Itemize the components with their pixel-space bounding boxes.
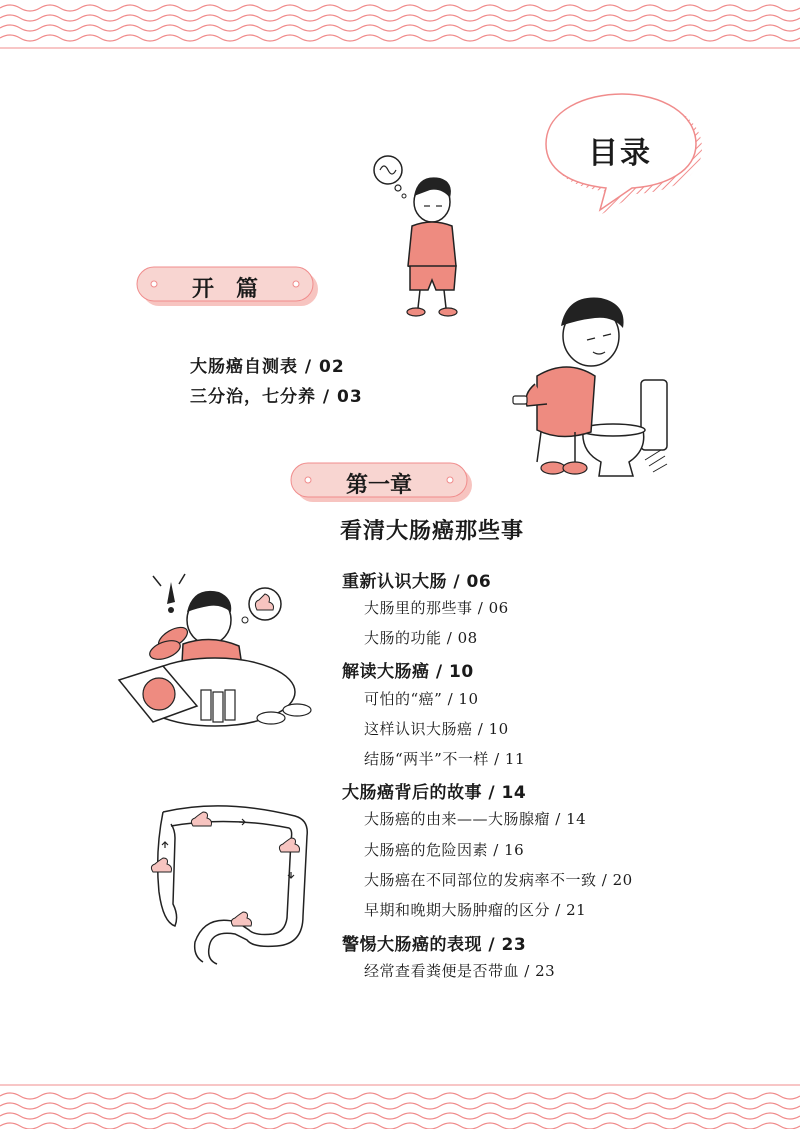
colon-illustration — [145, 796, 315, 966]
intro-item-1[interactable]: 大肠癌自测表 / 02 — [190, 357, 345, 377]
bottom-wavy-border — [0, 1082, 800, 1129]
standing-boy-illustration — [360, 150, 470, 320]
section-3-item-3[interactable]: 大肠癌在不同部位的发病率不一致 / 20 — [364, 871, 633, 889]
page-title: 目录 — [588, 136, 652, 171]
intro-item-2[interactable]: 三分治，七分养 / 03 — [190, 387, 363, 407]
section-3-title[interactable]: 大肠癌背后的故事 / 14 — [342, 783, 527, 803]
section-3-item-1[interactable]: 大肠癌的由来——大肠腺瘤 / 14 — [364, 810, 587, 828]
toilet-boy-illustration — [505, 292, 675, 482]
section-1-title[interactable]: 重新认识大肠 / 06 — [342, 572, 492, 592]
chapter1-subtitle: 看清大肠癌那些事 — [340, 519, 525, 544]
section-4-title[interactable]: 警惕大肠癌的表现 / 23 — [342, 935, 527, 955]
section-4-item-1[interactable]: 经常查看粪便是否带血 / 23 — [364, 962, 556, 980]
section-2-item-3[interactable]: 结肠“两半”不一样 / 11 — [364, 750, 526, 768]
section-1-item-1[interactable]: 大肠里的那些事 / 06 — [364, 599, 509, 617]
section-3-item-4[interactable]: 早期和晚期大肠肿瘤的区分 / 21 — [364, 901, 587, 919]
section-2-title[interactable]: 解读大肠癌 / 10 — [342, 662, 474, 682]
top-wavy-border — [0, 0, 800, 52]
section-2-item-2[interactable]: 这样认识大肠癌 / 10 — [364, 720, 509, 738]
section-2-item-1[interactable]: 可怕的“癌” / 10 — [364, 690, 479, 708]
section-3-item-2[interactable]: 大肠癌的危险因素 / 16 — [364, 841, 525, 859]
chapter1-label: 第一章 — [345, 473, 412, 498]
section-1-item-2[interactable]: 大肠的功能 / 08 — [364, 629, 478, 647]
junk-food-boy-illustration — [115, 568, 325, 748]
intro-label: 开 篇 — [191, 277, 258, 302]
